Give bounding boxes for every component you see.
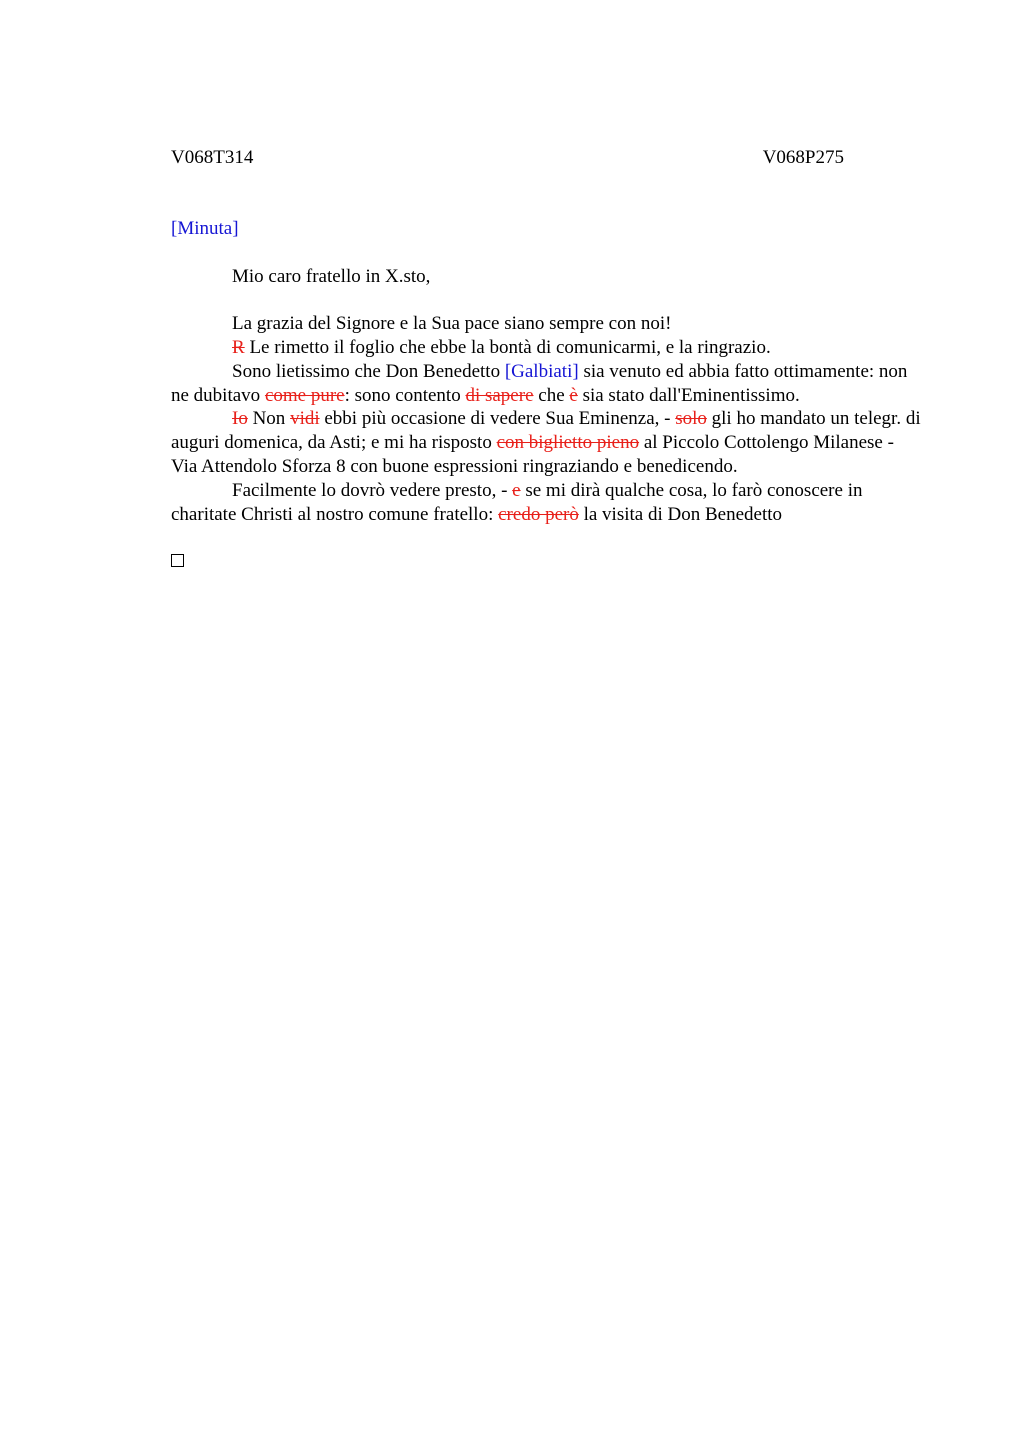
deleted-text: come pure xyxy=(264,384,345,406)
checkbox-icon xyxy=(171,554,184,567)
editorial-insert: [Galbiati] xyxy=(504,360,579,382)
deleted-text: vidi xyxy=(290,408,320,430)
letter-body xyxy=(171,217,921,574)
editorial-note: [Minuta] xyxy=(171,218,239,239)
deleted-text: e xyxy=(512,479,521,501)
paragraph-2: R Le rimetto il foglio che ebbe la bontà di comunicarmi, e la ringrazio. xyxy=(232,336,771,358)
paragraph-5: Facilmente lo dovrò vedere presto, - e se mi dirà qualche cosa, lo farò conoscere in charitate Christi al nostro comune fratello: credo però la visita di Don Benedetto xyxy=(171,479,863,525)
deleted-text: è xyxy=(569,384,578,406)
deleted-text: R xyxy=(232,336,245,358)
page-code: V068P275 xyxy=(762,147,844,168)
deleted-text: credo però xyxy=(498,503,579,525)
salutation: Mio caro fratello in X.sto, xyxy=(232,265,431,287)
deleted-text: con biglietto pieno xyxy=(496,432,640,454)
deleted-text: Io xyxy=(232,408,248,430)
deleted-text: solo xyxy=(675,408,707,430)
deleted-text: di sapere xyxy=(465,384,534,406)
paragraph-3: Sono lietissimo che Don Benedetto [Galbiati] sia venuto ed abbia fatto ottimamente: non ne dubitavo come pure: sono contento di sapere che è sia stato dall'Eminentissimo. xyxy=(171,360,908,406)
document-code: V068T314 xyxy=(171,147,254,168)
paragraph-1: La grazia del Signore e la Sua pace siano sempre con noi! xyxy=(232,313,672,335)
paragraph-4: Io Non vidi ebbi più occasione di vedere Sua Eminenza, - solo gli ho mandato un telegr. di auguri domenica, da Asti; e mi ha risposto con biglietto pieno al Piccolo Cottolengo Milanese - Via Attendolo Sforza 8 con buone espressioni ringraziando e benedicendo. xyxy=(171,408,921,477)
